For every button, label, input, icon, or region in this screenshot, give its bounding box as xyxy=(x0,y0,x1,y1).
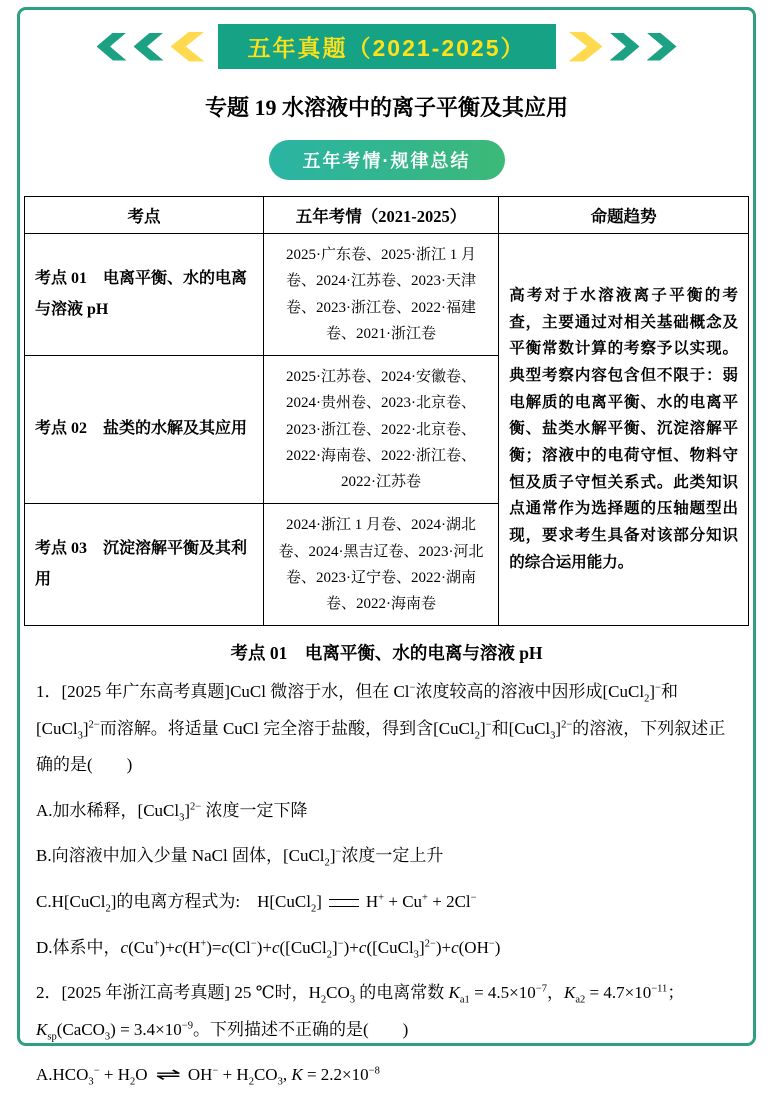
summary-ribbon xyxy=(24,140,749,180)
chevron-left-icon xyxy=(97,33,127,61)
chevron-right-icon xyxy=(610,33,640,61)
chevron-right-icon xyxy=(569,32,603,62)
col-header-topic: 考点 xyxy=(25,197,264,234)
trend-cell: 高考对于水溶液离子平衡的考查，主要通过对相关基础概念及平衡常数计算的考察予以实现。典型考察内容包含但不限于：弱电解质的电离平衡、水的电离平衡、盐类水解平衡、沉淀溶解平衡；溶液中的电荷守恒、物料守恒及质子守恒关系式。此类知识点通常作为选择题的压轴题型出现，要求考生具备对该部分知识的综合运用能力。 xyxy=(499,234,749,626)
question-1-stem: 1．[2025 年广东高考真题]CuCl 微溶于水，但在 Cl−浓度较高的溶液中因形成[CuCl$_2$]−和[CuCl$_3$]$^{2-}$而溶解。将适量 CuCl 完全溶于盐酸，得到含[CuCl$_2$]−和[CuCl$_3$]$^{2-}$的溶液，下列叙述正确的是( ) xyxy=(36,682,726,775)
question-2-option-a: $A.HCO_3^- + H_2O$ ⇌ $OH^- + H_2CO_3$, $K = 2.2\times 10^{-8}$ xyxy=(36,1065,380,1088)
question-1-option-b: B.向溶液中加入少量 NaCl 固体，[CuCl$_2$]−浓度一定上升 xyxy=(36,846,444,869)
questions xyxy=(24,674,749,1093)
table-row xyxy=(25,234,749,356)
banner-title: 五年真题（2021-2025） xyxy=(218,24,556,69)
question-2-stem: 2．[2025 年浙江高考真题] 25 ℃时，$H_2CO_3$ 的电离常数 $K_{a1} = 4.5\times 10^{-7}$，$K_{a2} = 4.7\times 10^{-11}$；$K_{sp}(CaCO_3) = 3.4\times 10^{-9}$。下列描述不正确的是( ) xyxy=(36,983,685,1043)
chevron-left-icon xyxy=(171,32,205,62)
exam-overview-table xyxy=(24,196,749,626)
topic-cell-1: 考点 01 电离平衡、水的电离与溶液 pH xyxy=(25,234,264,356)
exams-cell-1: 2025·广东卷、2025·浙江 1 月卷、2024·江苏卷、2023·天津卷、2023·浙江卷、2022·福建卷、2021·浙江卷 xyxy=(263,234,498,356)
section-title: 考点 01 电离平衡、水的电离与溶液 pH xyxy=(230,643,543,664)
col-header-trend: 命题趋势 xyxy=(499,197,749,234)
question-2 xyxy=(36,975,737,1094)
topic-title: 专题 19 水溶液中的离子平衡及其应用 xyxy=(204,95,568,120)
chevron-left-icon xyxy=(134,33,164,61)
question-1 xyxy=(36,674,737,966)
exams-cell-3: 2024·浙江 1 月卷、2024·湖北卷、2024·黑吉辽卷、2023·河北卷、2023·辽宁卷、2022·湖南卷、2022·海南卷 xyxy=(263,504,498,626)
table-header-row xyxy=(25,197,749,234)
banner xyxy=(24,24,749,69)
question-1-option-d: D.体系中，c(Cu+)+c(H+)=c(Cl−)+c([CuCl$_2$]−)+c([CuCl$_3$]$^{2-}$)+c(OH−) xyxy=(36,937,501,960)
exams-cell-2: 2025·江苏卷、2024·安徽卷、2024·贵州卷、2023·北京卷、2023·浙江卷、2022·北京卷、2022·海南卷、2022·浙江卷、2022·江苏卷 xyxy=(263,356,498,504)
chevron-right-icon xyxy=(647,33,677,61)
topic-cell-3: 考点 03 沉淀溶解平衡及其利用 xyxy=(25,504,264,626)
question-1-option-c: C.H[CuCl$_2$]的电离方程式为: H[CuCl$_2$] H+ + Cu+ + 2Cl− xyxy=(36,891,477,915)
question-1-option-a: A.加水稀释，[CuCl$_3$]$^{2-}$ 浓度一定下降 xyxy=(36,800,308,824)
topic-cell-2: 考点 02 盐类的水解及其应用 xyxy=(25,356,264,504)
page-frame xyxy=(17,7,756,1088)
summary-ribbon-label: 五年考情·规律总结 xyxy=(269,140,505,180)
col-header-exams: 五年考情（2021-2025） xyxy=(263,197,498,234)
